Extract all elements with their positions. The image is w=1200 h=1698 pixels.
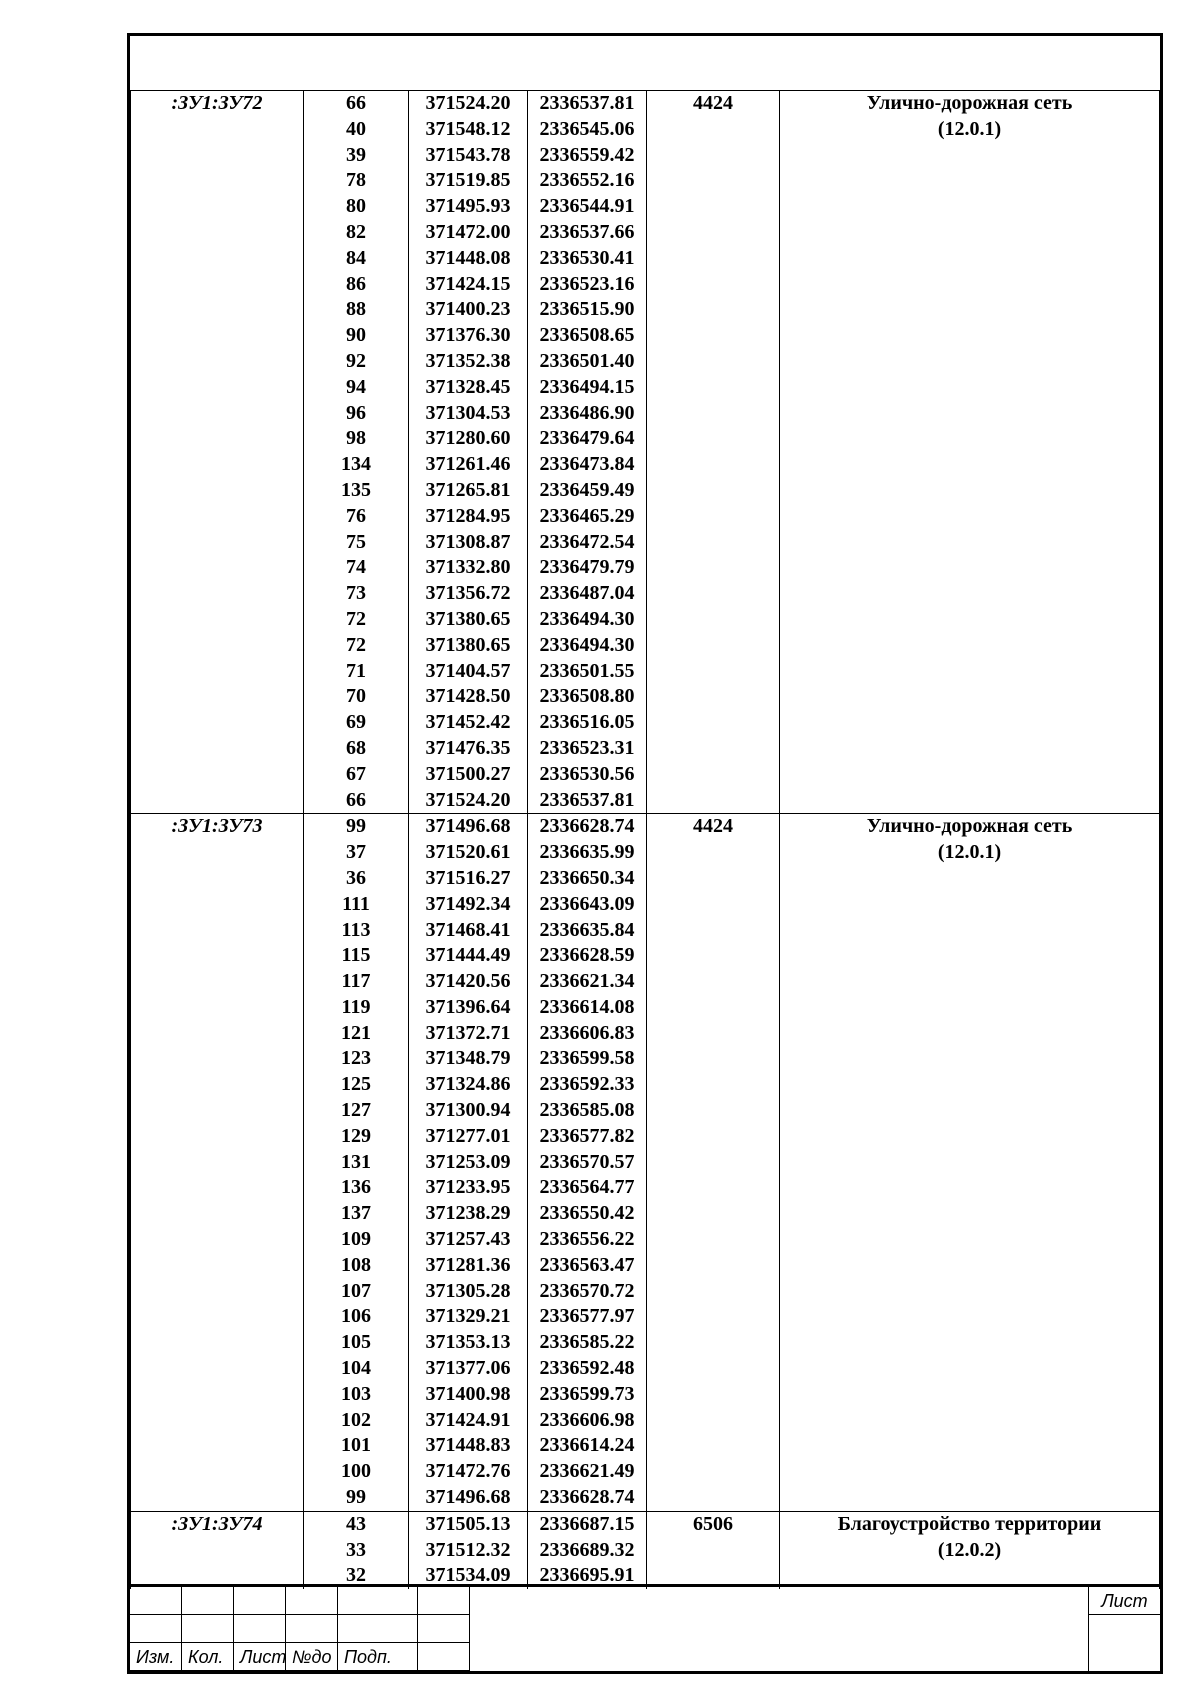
title-block-label: Лист [240,1647,287,1667]
point-number: 82 [346,220,366,243]
sheet-label: Лист [1088,1587,1160,1615]
parcel-area: 6506 [693,1512,733,1535]
x-coordinate: 371452.42 [425,711,511,734]
title-block-cell [418,1587,470,1615]
point-number: 88 [346,298,366,321]
point-number: 39 [346,143,366,166]
land-use-text: (12.0.2) [937,1538,1002,1561]
y-coordinate-cell [528,91,647,814]
y-coordinate: 2336570.57 [539,1150,635,1173]
title-block-cell [130,1643,182,1671]
y-coordinate: 2336695.91 [539,1564,635,1587]
point-number: 136 [341,1176,371,1199]
point-number: 123 [341,1047,371,1070]
point-number: 101 [341,1434,371,1457]
x-coordinate: 371348.79 [425,1047,511,1070]
point-number: 106 [341,1305,371,1328]
title-block-label: Изм. [136,1647,175,1667]
y-coordinate: 2336650.34 [539,866,635,889]
parcel-area: 4424 [693,815,733,838]
point-number: 33 [346,1538,366,1561]
y-coordinate: 2336486.90 [539,401,635,424]
y-coordinate: 2336614.08 [539,995,635,1018]
x-coordinate: 371472.00 [425,220,511,243]
y-coordinate: 2336628.59 [539,944,635,967]
y-coordinate: 2336508.65 [539,324,635,347]
x-coordinate: 371324.86 [425,1073,511,1096]
point-number: 72 [346,633,366,656]
x-coordinate: 371257.43 [425,1228,511,1251]
title-block-cell [182,1615,234,1643]
y-coordinate: 2336544.91 [539,195,635,218]
x-coordinate: 371524.20 [425,92,511,114]
y-coordinate: 2336501.55 [539,659,635,682]
point-number: 78 [346,169,366,192]
point-number: 105 [341,1331,371,1354]
x-coordinate: 371284.95 [425,504,511,527]
x-coordinate: 371233.95 [425,1176,511,1199]
y-coordinate: 2336501.40 [539,349,635,372]
point-number-cell [304,91,409,814]
title-block-cell [234,1587,286,1615]
land-use-text: (12.0.1) [937,117,1002,140]
x-coordinate: 371476.35 [425,736,511,759]
point-number-cell [304,1511,409,1589]
point-number: 67 [346,762,366,785]
point-number: 76 [346,504,366,527]
y-coordinate: 2336537.66 [539,220,635,243]
y-coordinate: 2336552.16 [539,169,635,192]
point-number: 66 [346,92,366,114]
y-coordinate: 2336515.90 [539,298,635,321]
point-number: 86 [346,272,366,295]
point-number: 98 [346,427,366,450]
x-coordinate: 371444.49 [425,944,511,967]
y-coordinate: 2336563.47 [539,1253,635,1276]
coordinates-table-area [130,91,1160,1593]
y-coordinate: 2336592.33 [539,1073,635,1096]
point-number: 84 [346,246,366,269]
x-coordinate: 371400.98 [425,1382,511,1405]
parcel-area: 4424 [693,92,733,114]
y-coordinate: 2336508.80 [539,685,635,708]
sheet-header-band [130,36,1160,91]
point-number: 104 [341,1357,371,1380]
y-coordinate: 2336585.22 [539,1331,635,1354]
x-coordinate: 371300.94 [425,1099,511,1122]
point-number: 96 [346,401,366,424]
y-coordinate: 2336585.08 [539,1099,635,1122]
point-number: 36 [346,866,366,889]
x-coordinate: 371404.57 [425,659,511,682]
land-use-cell [780,91,1160,814]
land-use-text: Благоустройство территории [837,1512,1102,1535]
point-number: 137 [341,1202,371,1225]
x-coordinate: 371304.53 [425,401,511,424]
title-block-cell [286,1587,338,1615]
title-block-cell [286,1643,338,1671]
x-coordinate: 371424.91 [425,1408,511,1431]
point-number: 99 [346,815,366,838]
y-coordinate: 2336621.49 [539,1460,635,1483]
point-number: 99 [346,1486,366,1509]
y-coordinate: 2336564.77 [539,1176,635,1199]
y-coordinate: 2336577.82 [539,1124,635,1147]
y-coordinate: 2336606.83 [539,1021,635,1044]
x-coordinate: 371516.27 [425,866,511,889]
x-coordinate: 371543.78 [425,143,511,166]
land-use-text: Улично-дорожная сеть [866,815,1073,838]
point-number: 108 [341,1253,371,1276]
x-coordinate: 371376.30 [425,324,511,347]
title-block-cell [182,1587,234,1615]
point-number: 135 [341,478,371,501]
x-coordinate: 371253.09 [425,1150,511,1173]
y-coordinate: 2336487.04 [539,582,635,605]
point-number: 117 [341,970,371,993]
x-coordinate: 371396.64 [425,995,511,1018]
point-number: 113 [341,918,371,941]
point-number: 69 [346,711,366,734]
x-coordinate: 371238.29 [425,1202,511,1225]
x-coordinate: 371505.13 [425,1512,511,1535]
y-coordinate: 2336577.97 [539,1305,635,1328]
x-coordinate: 371495.93 [425,195,511,218]
point-number: 119 [341,995,371,1018]
title-block-label: Подп. [344,1647,392,1667]
parcel-row [131,814,1160,1512]
y-coordinate: 2336556.22 [539,1228,635,1251]
point-number: 107 [341,1279,371,1302]
point-number: 127 [341,1099,371,1122]
land-use-cell [780,814,1160,1512]
x-coordinate: 371353.13 [425,1331,511,1354]
y-coordinate: 2336635.84 [539,918,635,941]
point-number: 125 [341,1073,371,1096]
y-coordinate: 2336530.41 [539,246,635,269]
title-block-cell [338,1643,418,1671]
x-coordinate: 371372.71 [425,1021,511,1044]
x-coordinate: 371420.56 [425,970,511,993]
area-cell [647,814,780,1512]
x-coordinate: 371512.32 [425,1538,511,1561]
y-coordinate: 2336599.58 [539,1047,635,1070]
x-coordinate: 371328.45 [425,375,511,398]
x-coordinate: 371277.01 [425,1124,511,1147]
x-coordinate: 371265.81 [425,478,511,501]
x-coordinate: 371548.12 [425,117,511,140]
y-coordinate: 2336465.29 [539,504,635,527]
point-number: 73 [346,582,366,605]
y-coordinate: 2336537.81 [539,788,635,811]
point-number: 37 [346,841,366,864]
title-block-cell [338,1587,418,1615]
point-number: 40 [346,117,366,140]
area-cell [647,1511,780,1589]
x-coordinate: 371428.50 [425,685,511,708]
point-number: 134 [341,453,371,476]
x-coordinate: 371520.61 [425,841,511,864]
point-number: 90 [346,324,366,347]
x-coordinate: 371280.60 [425,427,511,450]
y-coordinate: 2336592.48 [539,1357,635,1380]
parcel-id-cell [131,1511,304,1589]
point-number: 115 [341,944,371,967]
y-coordinate: 2336479.79 [539,556,635,579]
y-coordinate-cell [528,814,647,1512]
x-coordinate: 371281.36 [425,1253,511,1276]
x-coordinate: 371308.87 [425,530,511,553]
x-coordinate: 371534.09 [425,1564,511,1587]
y-coordinate: 2336614.24 [539,1434,635,1457]
point-number: 71 [346,659,366,682]
x-coordinate: 371261.46 [425,453,511,476]
parcel-row [131,1511,1160,1589]
title-block [130,1584,1160,1671]
x-coordinate: 371332.80 [425,556,511,579]
point-number: 70 [346,685,366,708]
point-number: 121 [341,1021,371,1044]
parcel-id: :ЗУ1:ЗУ72 [171,92,263,114]
land-use-text: (12.0.1) [937,841,1002,864]
x-coordinate: 371500.27 [425,762,511,785]
y-coordinate: 2336559.42 [539,143,635,166]
x-coordinate: 371448.08 [425,246,511,269]
x-coordinate: 371496.68 [425,1486,511,1509]
x-coordinate: 371468.41 [425,918,511,941]
y-coordinate: 2336472.54 [539,530,635,553]
title-block-cell [338,1615,418,1643]
x-coordinate-cell [409,1511,528,1589]
x-coordinate: 371305.28 [425,1279,511,1302]
x-coordinate: 371524.20 [425,788,511,811]
x-coordinate-cell [409,91,528,814]
x-coordinate: 371400.23 [425,298,511,321]
x-coordinate: 371448.83 [425,1434,511,1457]
y-coordinate: 2336494.30 [539,633,635,656]
x-coordinate: 371380.65 [425,633,511,656]
x-coordinate: 371377.06 [425,1357,511,1380]
point-number: 111 [342,892,370,915]
y-coordinate-cell [528,1511,647,1589]
point-number: 94 [346,375,366,398]
y-coordinate: 2336473.84 [539,453,635,476]
y-coordinate: 2336523.16 [539,272,635,295]
point-number: 131 [341,1150,371,1173]
point-number: 72 [346,607,366,630]
point-number: 129 [341,1124,371,1147]
land-use-text: Улично-дорожная сеть [866,92,1073,114]
y-coordinate: 2336570.72 [539,1279,635,1302]
point-number: 92 [346,349,366,372]
y-coordinate: 2336628.74 [539,1486,635,1509]
point-number: 66 [346,788,366,811]
title-block-cell [130,1615,182,1643]
y-coordinate: 2336530.56 [539,762,635,785]
parcel-row [131,91,1160,814]
point-number: 74 [346,556,366,579]
y-coordinate: 2336537.81 [539,92,635,114]
y-coordinate: 2336516.05 [539,711,635,734]
coordinates-table [130,91,1160,1589]
point-number: 100 [341,1460,371,1483]
point-number: 103 [341,1382,371,1405]
title-block-label: Кол. [188,1647,224,1667]
parcel-id-cell [131,91,304,814]
x-coordinate: 371472.76 [425,1460,511,1483]
land-use-cell [780,1511,1160,1589]
point-number: 32 [346,1564,366,1587]
x-coordinate: 371424.15 [425,272,511,295]
parcel-id: :ЗУ1:ЗУ74 [171,1512,263,1535]
y-coordinate: 2336494.15 [539,375,635,398]
parcel-id: :ЗУ1:ЗУ73 [171,815,263,838]
parcel-id-cell [131,814,304,1512]
title-block-cell [234,1615,286,1643]
x-coordinate: 371329.21 [425,1305,511,1328]
title-block-cell [234,1643,286,1671]
y-coordinate: 2336545.06 [539,117,635,140]
title-block-cell [182,1643,234,1671]
y-coordinate: 2336494.30 [539,607,635,630]
point-number: 75 [346,530,366,553]
y-coordinate: 2336687.15 [539,1512,635,1535]
point-number-cell [304,814,409,1512]
point-number: 109 [341,1228,371,1251]
point-number: 43 [346,1512,366,1535]
y-coordinate: 2336643.09 [539,892,635,915]
x-coordinate: 371380.65 [425,607,511,630]
y-coordinate: 2336550.42 [539,1202,635,1225]
y-coordinate: 2336689.32 [539,1538,635,1561]
point-number: 102 [341,1408,371,1431]
y-coordinate: 2336479.64 [539,427,635,450]
x-coordinate: 371492.34 [425,892,511,915]
x-coordinate: 371356.72 [425,582,511,605]
title-block-cell [418,1615,470,1643]
y-coordinate: 2336621.34 [539,970,635,993]
x-coordinate-cell [409,814,528,1512]
drawing-sheet [127,33,1163,1674]
sheet-number-cell [1088,1615,1160,1671]
title-block-label: №до [292,1647,332,1667]
y-coordinate: 2336459.49 [539,478,635,501]
title-block-cell [286,1615,338,1643]
y-coordinate: 2336628.74 [539,815,635,838]
y-coordinate: 2336599.73 [539,1382,635,1405]
y-coordinate: 2336606.98 [539,1408,635,1431]
title-block-cell [130,1587,182,1615]
point-number: 68 [346,736,366,759]
y-coordinate: 2336523.31 [539,736,635,759]
area-cell [647,91,780,814]
title-block-cell [418,1643,470,1671]
x-coordinate: 371496.68 [425,815,511,838]
x-coordinate: 371519.85 [425,169,511,192]
point-number: 80 [346,195,366,218]
y-coordinate: 2336635.99 [539,841,635,864]
x-coordinate: 371352.38 [425,349,511,372]
